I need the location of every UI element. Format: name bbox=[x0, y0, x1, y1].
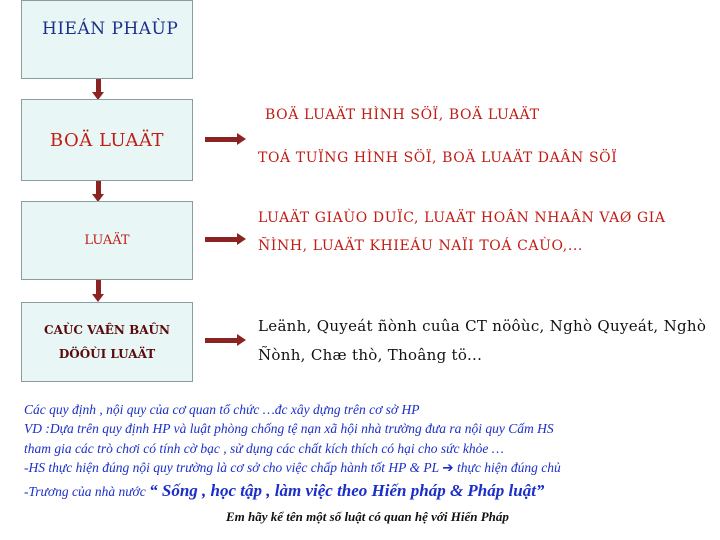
right-arrow-sublaw bbox=[205, 338, 238, 343]
sublaw-box bbox=[21, 302, 193, 382]
sublaw-label bbox=[44, 318, 170, 366]
law-examples-line2: ÑÌNH, LUAÄT KHIEÁU NAÏI TOÁ CAÙO,... bbox=[258, 238, 583, 254]
motto-quote: “ Sống , học tập , làm việc theo Hiến pháp & Pháp luật” bbox=[149, 481, 545, 500]
code-examples-line1: BOÄ LUAÄT HÌNH SÖÏ, BOÄ LUAÄT bbox=[265, 107, 540, 123]
explanation-line4-start: -HS thực hiện đúng nội quy trường là cơ sở cho việc chấp hành tốt HP & PL bbox=[24, 460, 439, 475]
code-label: BOÄ LUAÄT bbox=[49, 129, 165, 151]
down-arrow-1 bbox=[96, 79, 101, 93]
explanation-line2: VD :Dựa trên quy định HP và luật phòng chống tệ nạn xã hội nhà trường đưa ra nội quy Cấm HS bbox=[24, 421, 554, 436]
explanation-line3: tham gia các trò chơi có tính cờ bạc , sử dụng các chất kích thích có hại cho sức khỏe … bbox=[24, 441, 504, 456]
question-prompt: Em hãy kể tên một số luật có quan hệ với Hiến Pháp bbox=[226, 509, 509, 524]
explanation-line4-end: thực hiện đúng chủ bbox=[456, 460, 561, 475]
constitution-box bbox=[21, 0, 193, 79]
explanation-line5 bbox=[24, 481, 544, 501]
constitution-label: HIEÁN PHAÙP bbox=[42, 19, 179, 39]
sublaw-label-line1: CAÙC VAÊN BAÛN bbox=[44, 323, 170, 337]
law-label: LUAÄT bbox=[84, 233, 130, 248]
explanation-line1: Các quy định , nội quy của cơ quan tổ chức …đc xây dựng trên cơ sở HP bbox=[24, 402, 420, 417]
right-arrow-icon: ➔ bbox=[442, 460, 454, 475]
right-arrow-law bbox=[205, 237, 238, 242]
code-examples-line2: TOÁ TUÏNG HÌNH SÖÏ, BOÄ LUAÄT DAÂN SÖÏ bbox=[258, 150, 618, 166]
code-box bbox=[21, 99, 193, 181]
sublaw-examples-line2: Ñònh, Chæ thò, Thoâng tö... bbox=[258, 346, 483, 364]
law-examples-line1: LUAÄT GIAÙO DUÏC, LUAÄT HOÂN NHAÂN VAØ GIA bbox=[258, 210, 666, 226]
sublaw-label-line2: DÖÔÙI LUAÄT bbox=[58, 347, 156, 361]
explanation-line4 bbox=[24, 460, 561, 476]
right-arrow-code bbox=[205, 137, 238, 142]
down-arrow-2 bbox=[96, 181, 101, 195]
sublaw-examples-line1: Leänh, Quyeát ñònh cuûa CT nöôùc, Nghò Quyeát, Nghò bbox=[258, 317, 707, 335]
law-box bbox=[21, 201, 193, 280]
down-arrow-3 bbox=[96, 280, 101, 295]
explanation-line5-start: -Trương của nhà nước bbox=[24, 484, 146, 499]
